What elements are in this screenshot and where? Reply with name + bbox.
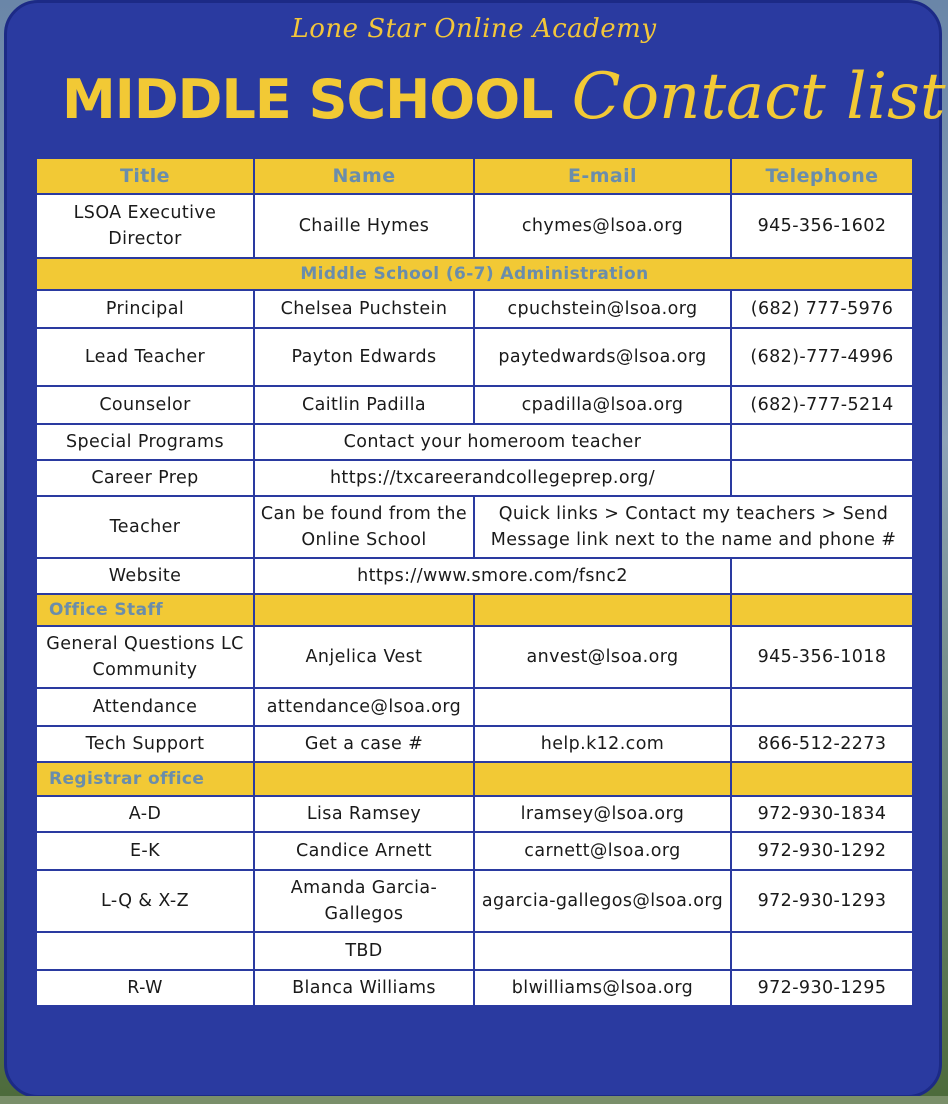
cell-name: TBD: [254, 932, 474, 970]
cell-name: Get a case #: [254, 726, 474, 762]
cell-link[interactable]: help.k12.com: [474, 726, 731, 762]
cell-phone[interactable]: 972-930-1293: [731, 870, 913, 932]
cell-empty: [254, 594, 474, 626]
cell-empty: [731, 558, 913, 594]
table-row: [36, 626, 913, 688]
table-row: [36, 558, 913, 594]
table-header-row: [36, 158, 913, 194]
cell-title: Teacher: [36, 496, 254, 558]
cell-email[interactable]: chymes@lsoa.org: [474, 194, 731, 258]
cell-email[interactable]: agarcia-gallegos@lsoa.org: [474, 870, 731, 932]
table-row: [36, 496, 913, 558]
school-name: Lone Star Online Academy: [291, 14, 657, 44]
cell-email[interactable]: cpadilla@lsoa.org: [474, 386, 731, 424]
cell-email[interactable]: paytedwards@lsoa.org: [474, 328, 731, 386]
section-label: Office Staff: [36, 594, 254, 626]
cell-phone[interactable]: 972-930-1292: [731, 832, 913, 870]
cell-title: Counselor: [36, 386, 254, 424]
cell-empty: [474, 594, 731, 626]
cell-link[interactable]: https://txcareerandcollegeprep.org/: [254, 460, 731, 496]
cell-phone[interactable]: (682) 777-5976: [731, 290, 913, 328]
table-row: [36, 290, 913, 328]
background-strip: [0, 1096, 948, 1104]
cell-email[interactable]: anvest@lsoa.org: [474, 626, 731, 688]
cell-title: E-K: [36, 832, 254, 870]
cell-phone[interactable]: 972-930-1295: [731, 970, 913, 1006]
table-row: [36, 424, 913, 460]
column-header-telephone: Telephone: [731, 158, 913, 194]
cell-email[interactable]: lramsey@lsoa.org: [474, 796, 731, 832]
cell-empty: [36, 932, 254, 970]
section-row-registrar: [36, 762, 913, 796]
cell-phone[interactable]: 866-512-2273: [731, 726, 913, 762]
cell-name: Anjelica Vest: [254, 626, 474, 688]
cell-empty: [731, 424, 913, 460]
cell-name: Chelsea Puchstein: [254, 290, 474, 328]
table-row: [36, 870, 913, 932]
cell-title: General Questions LC Community: [36, 626, 254, 688]
title-bold: MIDDLE SCHOOL: [62, 68, 553, 131]
cell-empty: [731, 594, 913, 626]
cell-name: Payton Edwards: [254, 328, 474, 386]
column-header-title: Title: [36, 158, 254, 194]
cell-info: Quick links > Contact my teachers > Send Message link next to the name and phone #: [474, 496, 913, 558]
cell-title: Principal: [36, 290, 254, 328]
cell-phone[interactable]: 972-930-1834: [731, 796, 913, 832]
cell-empty: [731, 688, 913, 726]
cell-empty: [474, 762, 731, 796]
cell-title: A-D: [36, 796, 254, 832]
table-row: [36, 970, 913, 1006]
cell-name: Can be found from the Online School: [254, 496, 474, 558]
table-row: [36, 932, 913, 970]
cell-email[interactable]: cpuchstein@lsoa.org: [474, 290, 731, 328]
cell-title: R-W: [36, 970, 254, 1006]
cell-info: Contact your homeroom teacher: [254, 424, 731, 460]
cell-link[interactable]: https://www.smore.com/fsnc2: [254, 558, 731, 594]
title-script: Contact list: [571, 60, 946, 134]
cell-empty: [731, 762, 913, 796]
table-row: [36, 688, 913, 726]
cell-title: Website: [36, 558, 254, 594]
table-row: [36, 832, 913, 870]
cell-empty: [254, 762, 474, 796]
cell-name: Chaille Hymes: [254, 194, 474, 258]
cell-title: Special Programs: [36, 424, 254, 460]
cell-title: Tech Support: [36, 726, 254, 762]
table-row: [36, 460, 913, 496]
cell-name: Caitlin Padilla: [254, 386, 474, 424]
table-row: [36, 194, 913, 258]
cell-title: L-Q & X-Z: [36, 870, 254, 932]
section-label: Registrar office: [36, 762, 254, 796]
cell-title: Career Prep: [36, 460, 254, 496]
cell-empty: [474, 932, 731, 970]
cell-title: Attendance: [36, 688, 254, 726]
cell-name: Blanca Williams: [254, 970, 474, 1006]
column-header-name: Name: [254, 158, 474, 194]
page-title: [62, 60, 946, 140]
cell-empty: [731, 460, 913, 496]
cell-empty: [474, 688, 731, 726]
cell-email[interactable]: blwilliams@lsoa.org: [474, 970, 731, 1006]
cell-phone[interactable]: (682)-777-4996: [731, 328, 913, 386]
cell-empty: [731, 932, 913, 970]
cell-title: LSOA Executive Director: [36, 194, 254, 258]
contact-table: [35, 157, 914, 1007]
cell-name: Candice Arnett: [254, 832, 474, 870]
table-row: [36, 386, 913, 424]
section-row-office: [36, 594, 913, 626]
table-row: [36, 328, 913, 386]
cell-name: Amanda Garcia-Gallegos: [254, 870, 474, 932]
cell-phone[interactable]: 945-356-1602: [731, 194, 913, 258]
cell-title: Lead Teacher: [36, 328, 254, 386]
section-row-admin: [36, 258, 913, 290]
cell-email[interactable]: carnett@lsoa.org: [474, 832, 731, 870]
cell-email[interactable]: attendance@lsoa.org: [254, 688, 474, 726]
cell-phone[interactable]: (682)-777-5214: [731, 386, 913, 424]
column-header-email: E-mail: [474, 158, 731, 194]
table-row: [36, 796, 913, 832]
section-label: Middle School (6-7) Administration: [36, 258, 913, 290]
cell-phone[interactable]: 945-356-1018: [731, 626, 913, 688]
table-row: [36, 726, 913, 762]
cell-name: Lisa Ramsey: [254, 796, 474, 832]
